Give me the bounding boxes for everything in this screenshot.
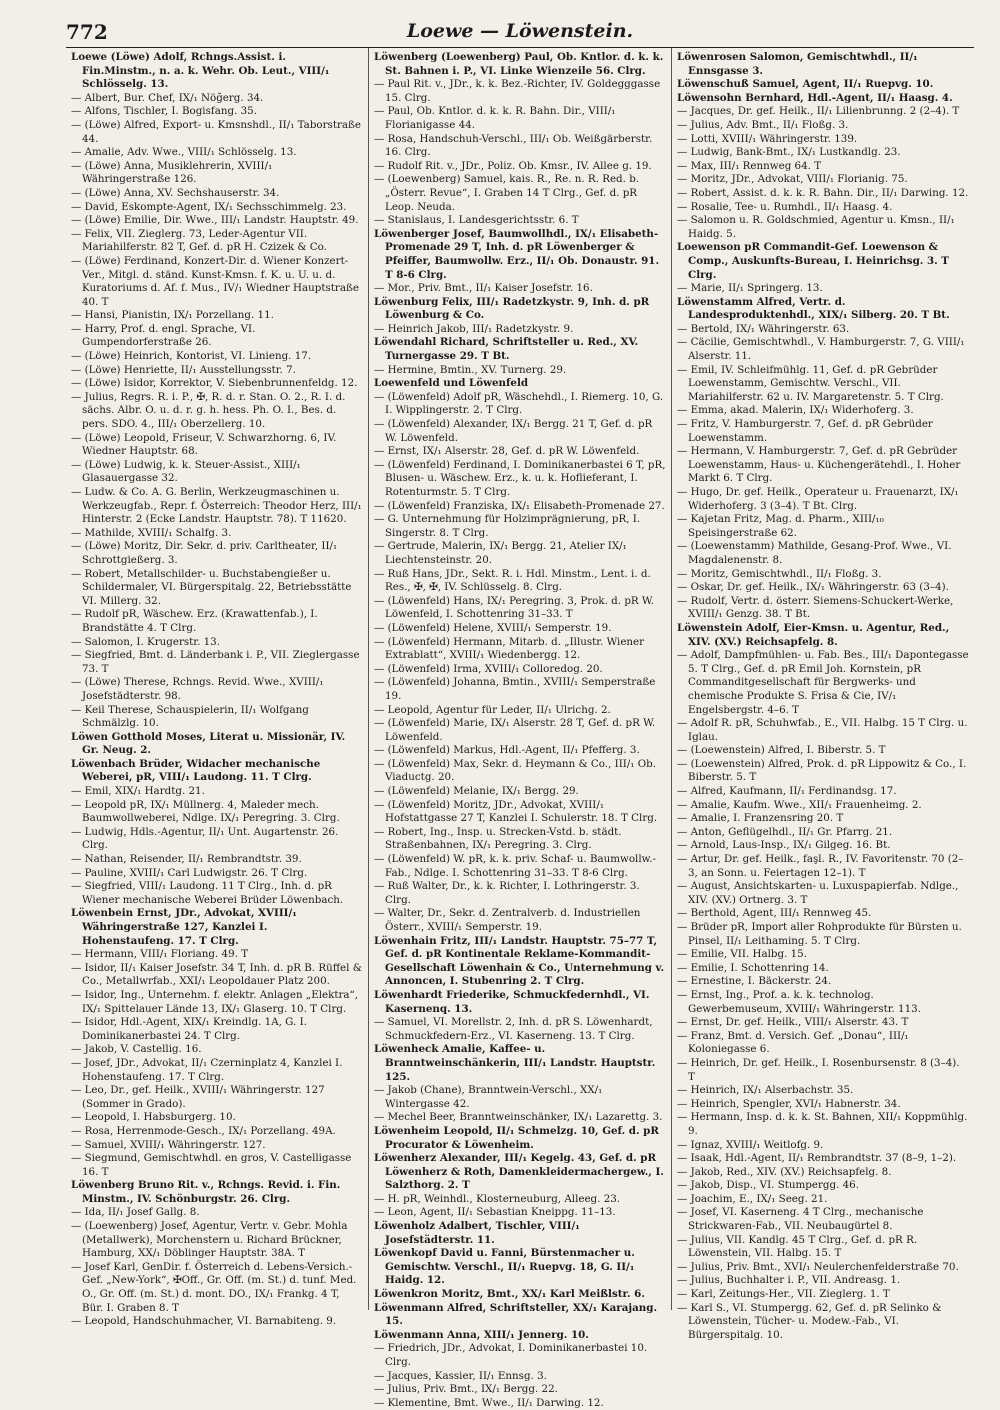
directory-entry: — Pauline, XVIII/₁ Carl Ludwigstr. 26. T Clrg. [71, 866, 308, 879]
directory-entry: — Emil, IV. Schleifmühlg. 11, Gef. d. pR Gebrüder Loewenstamm, Gemischtw. Verschl., VII. Mariahilferstr. 62 u. IV. Margaretenstr. 5. T Clrg. [677, 363, 944, 403]
directory-entry: — Adolf, Dampfmühlen- u. Fab. Bes., III/₁ Dapontegasse 5. T Clrg., Gef. d. pR Emil Joh. Kornstein, pR Commanditgesellschaft für Bergwerks- und chemische Produkte S. Frisa & Cie, IV/₁ Engelsbergstr. 4–6. T [677, 649, 969, 716]
directory-entry: — (Löwenfeld) Ferdinand, I. Dominikanerbastei 6 T, pR, Blusen- u. Wäschew. Erz., k. u. k. Hoflieferant, I. Rotenturmstr. 5. T Clrg. [374, 458, 666, 498]
directory-entry: Löwenkopf David u. Fanni, Bürstenmacher u. Gemischtw. Verschl., II/₁ Ruepvg. 18, G. II/₁ Haidg. 12. [374, 1247, 635, 1287]
columns-container [66, 48, 974, 1409]
directory-entry: — Julius, VII. Kandlg. 45 T Clrg., Gef. d. pR R. Löwenstein, VII. Halbg. 15. T [677, 1233, 918, 1260]
directory-entry: — Amalie, I. Franzensring 20. T [677, 812, 844, 825]
directory-entry: — (Löwenfeld) Marie, IX/₁ Alserstr. 28 T, Gef. d. pR W. Löwenfeld. [374, 717, 656, 743]
directory-entry: — Ludwig, Bank-Bmt., IX/₁ Lustkandlg. 23. [677, 146, 901, 159]
directory-entry: — Fritz, V. Hamburgerstr. 7, Gef. d. pR Gebrüder Loewenstamm. [677, 418, 933, 444]
directory-entry: — Leopold, I. Habsburgerg. 10. [71, 1111, 236, 1124]
directory-entry: — Josef, JDr., Advokat, II/₁ Czerninplatz 4, Kanzlei I. Hohenstaufeng. 17. T Clrg. [71, 1056, 343, 1083]
directory-entry: — Rosa, Handschuh-Verschl., III/₁ Ob. Weißgärberstr. 16. Clrg. [374, 132, 653, 159]
directory-entry: — Stanislaus, I. Landesgerichtsstr. 6. T [374, 214, 579, 227]
directory-entry: Löwenheim Leopold, II/₁ Schmelzg. 10, Gef. d. pR Procurator & Löwenheim. [374, 1124, 659, 1151]
directory-entry: — Rosa, Herrenmode-Gesch., IX/₁ Porzellang. 49A. [71, 1124, 336, 1137]
directory-entry: — Josef Karl, GenDir. f. Österreich d. Lebens-Versich.-Gef. „New-York“, ✠Off., Gr. Off. (m. St.) d. tunf. Med. O., Gr. Off. (m. St.) d. mont. DO., IX/₁ Frankg. 4 T, Bür. I. Graben 8. T [71, 1260, 357, 1314]
directory-entry: Löwenrosen Salomon, Gemischtwhdl., II/₁ Ennsgasse 3. [677, 51, 918, 77]
directory-entry: — Joachim, E., IX/₁ Seeg. 21. [677, 1192, 828, 1205]
directory-entry: — Karl, Zeitungs-Her., VII. Zieglerg. 1. T [677, 1288, 890, 1301]
column-2 [369, 48, 672, 1409]
directory-entry: — Julius, Regrs. R. i. P., ✠, R. d. r. Stan. O. 2., R. I. d. sächs. Albr. O. u. d. r. g. h. hess. Ph. O. I., Bes. d. pers. SDO. 4., III/₁ Oberzellerg. 10. [71, 390, 346, 431]
header-rule [66, 47, 974, 48]
directory-entry: — (Löwe) Alfred, Export- u. Kmsnshdl., II/₁ Taborstraße 44. [71, 118, 361, 145]
directory-entry: — Paul Rit. v., JDr., k. k. Bez.-Richter, IV. Goldegggasse 15. Clrg. [374, 78, 661, 104]
directory-entry: — Jacques, Kassier, II/₁ Ennsg. 3. [374, 1369, 547, 1382]
directory-entry: Löwenburg Felix, III/₁ Radetzkystr. 9, Inh. d. pR Löwenburg & Co. [374, 295, 650, 322]
directory-entry: — Ernst, Ing., Prof. a. k. k. technolog. Gewerbemuseum, XVIII/₁ Währingerstr. 113. [677, 988, 921, 1015]
directory-entry: — Oskar, Dr. gef. Heilk., IX/₁ Währingerstr. 63 (3–4). [677, 581, 949, 594]
directory-entry: — (Loewenstein) Alfred, I. Biberstr. 5. T [677, 744, 886, 757]
directory-entry: Löwenbein Ernst, JDr., Advokat, XVIII/₁ Währingerstraße 127, Kanzlei I. Hohenstaufeng. 17. T Clrg. [71, 907, 297, 947]
directory-entry: — (Löwenfeld) Moritz, JDr., Advokat, XVIII/₁ Hofstattgasse 27 T, Kanzlei I. Schulerstr. 18. T Clrg. [374, 798, 658, 825]
directory-entry: — Robert, Assist. d. k. k. R. Bahn. Dir., II/₁ Darwing. 12. [677, 186, 969, 199]
directory-entry: — August, Ansichtskarten- u. Luxuspapierfab. Ndlge., XIV. (XV.) Ortnerg. 3. T [677, 880, 959, 906]
column-1 [66, 48, 369, 1328]
directory-entry: — Mathilde, XVIII/₁ Schalfg. 3. [71, 526, 232, 539]
page-header [66, 14, 974, 48]
directory-entry: Löwenhain Fritz, III/₁ Landstr. Hauptstr. 75–77 T, Gef. d. pR Kontinentale Reklame-Kommandit-Gesellschaft Löwenhain & Co., Unternehmung v. Annoncen, I. Stubenring 2. T Clrg. [374, 934, 665, 988]
directory-entry: — (Löwenfeld) Alexander, IX/₁ Bergg. 21 T, Gef. d. pR W. Löwenfeld. [374, 418, 653, 444]
directory-entry: Löwenhardt Friederike, Schmuckfedernhdl., VI. Kasernenq. 13. [374, 988, 650, 1015]
directory-entry: Löwenkron Moritz, Bmt., XX/₁ Karl Meißlstr. 6. [374, 1288, 645, 1301]
directory-entry: — (Löwenfeld) Melanie, IX/₁ Bergg. 29. [374, 785, 579, 798]
directory-entry: — Jakob, Red., XIV. (XV.) Reichsapfelg. 8. [677, 1165, 892, 1178]
directory-entry: — Amalie, Adv. Wwe., VIII/₁ Schlösselg. 13. [71, 146, 297, 159]
directory-entry: — (Löwe) Ludwig, k. k. Steuer-Assist., XIII/₁ Glasauergasse 32. [71, 458, 301, 485]
directory-entry: Loewenson pR Commandit-Gef. Loewenson & Comp., Auskunfts-Bureau, I. Heinrichsg. 3. T Clrg. [677, 241, 949, 281]
directory-entry: — (Löwe) Therese, Rchngs. Revid. Wwe., XVIII/₁ Josefstädterstr. 98. [71, 676, 324, 702]
directory-entry: Löwenstamm Alfred, Vertr. d. Landesproduktenhdl., XIX/₁ Silberg. 20. T Bt. [677, 295, 950, 322]
directory-entry: — Harry, Prof. d. engl. Sprache, VI. Gumpendorferstraße 26. [71, 322, 256, 349]
directory-entry: Löwenherz Alexander, III/₁ Kegelg. 43, Gef. d. pR Löwenherz & Roth, Damenkleidermachergew., I. Salzthorg. 2. T [374, 1152, 664, 1192]
directory-entry: — Artur, Dr. gef. Heilk., faşl. R., IV. Favoritenstr. 70 (2–3, an Sonn. u. Feiertagen 12–1). T [677, 853, 964, 879]
directory-entry: — Hermann, V. Hamburgerstr. 7, Gef. d. pR Gebrüder Loewenstamm, Haus- u. Küchengerätehdl., I. Hoher Markt 6. T Clrg. [677, 445, 961, 485]
directory-entry: — Julius, Priv. Bmt., IX/₁ Bergg. 22. [374, 1383, 558, 1396]
directory-entry: — Siegfried, Bmt. d. Länderbank i. P., VII. Zieglergasse 73. T [71, 649, 360, 675]
directory-entry: — (Loewenberg) Samuel, kais. R., Re. n. R. Red. b. „Österr. Revue“, I. Graben 14 T Clrg., Gef. d. pR Leop. Neuda. [374, 173, 640, 213]
directory-entry: — Isidor, II/₁ Kaiser Josefstr. 34 T, Inh. d. pR B. Rüffel & Co., Metallwrfab., XXI/₁ Leopoldauer Platz 200. [71, 961, 362, 988]
column-3 [672, 48, 974, 1341]
directory-entry: — Hermann, Insp. d. k. k. St. Bahnen, XII/₁ Koppmühlg. 9. [677, 1111, 968, 1137]
directory-entry: — Rudolf pR, Wäschew. Erz. (Krawattenfab.), I. Brandstätte 4. T Clrg. [71, 608, 318, 634]
directory-entry: — Jakob, V. Castellig. 16. [71, 1043, 202, 1056]
directory-entry: — Josef, VI. Kaserneng. 4 T Clrg., mechanische Strickwaren-Fab., VII. Neubaugürtel 8. [677, 1206, 924, 1233]
directory-entry: — Jakob, Disp., VI. Stumpergg. 46. [677, 1179, 860, 1192]
directory-entry: — Emil, XIX/₁ Hardtg. 21. [71, 785, 205, 798]
directory-entry: Loewenfeld und Löwenfeld [374, 377, 529, 390]
directory-entry: Löwenberg Bruno Rit. v., Rchngs. Revid. i. Fin. Minstm., IV. Schönburgstr. 26. Clrg. [71, 1179, 341, 1205]
directory-entry: — Ernst, Dr. gef. Heilk., VIII/₁ Alserstr. 43. T [677, 1016, 909, 1029]
directory-entry: — H. pR, Weinhdl., Klosterneuburg, Alleeg. 23. [374, 1192, 621, 1205]
directory-entry: — Marie, II/₁ Springerg. 13. [677, 282, 823, 295]
directory-entry: — Emilie, VII. Halbg. 15. [677, 948, 808, 961]
directory-entry: — Leon, Agent, II/₁ Sebastian Kneippg. 11–13. [374, 1206, 616, 1219]
directory-entry: — Rosalie, Tee- u. Rumhdl., II/₁ Haasg. 4. [677, 200, 893, 213]
directory-entry: — (Loewenberg) Josef, Agentur, Vertr. v. Gebr. Mohla (Metallwerk), Morchenstern u. Richard Brückner, Hamburg, XX/₁ Döblinger Hauptstr. 38A. T [71, 1220, 348, 1260]
directory-entry: — Emma, akad. Malerin, IX/₁ Widerhoferg. 3. [677, 404, 914, 417]
directory-entry: — Siegfried, VIII/₁ Laudong. 11 T Clrg., Inh. d. pR Wiener mechanische Weberei Brüder Löwenbach. [71, 880, 344, 906]
directory-entry: — Julius, Adv. Bmt., II/₁ Floßg. 3. [677, 118, 849, 131]
directory-entry: — Lotti, XVIII/₁ Währingerstr. 139. [677, 132, 858, 145]
directory-entry: — Samuel, XVIII/₁ Währingerstr. 127. [71, 1138, 266, 1151]
directory-entry: — (Löwe) Anna, XV. Sechshauserstr. 34. [71, 186, 280, 199]
directory-entry: — Felix, VII. Zieglerg. 73, Leder-Agentur VII. Mariahilferstr. 82 T, Gef. d. pR H. Czizek & Co. [71, 227, 327, 254]
directory-entry: — Ludwig, Hdls.-Agentur, II/₁ Unt. Augartenstr. 26. Clrg. [71, 825, 339, 852]
directory-entry: — Friedrich, JDr., Advokat, I. Dominikanerbastei 10. Clrg. [374, 1342, 648, 1368]
directory-entry: — Ludw. & Co. A. G. Berlin, Werkzeugmaschinen u. Werkzeugfab., Repr. f. Österreich: Theodor Herz, III/₁ Hinterstr. 2 (Ecke Landstr. Hauptstr. 78). T 11620. [71, 486, 362, 526]
directory-entry: — Isidor, Hdl.-Agent, XIX/₁ Kreindlg. 1A, G. I. Dominikanerbastei 24. T Clrg. [71, 1016, 307, 1042]
directory-entry: — (Loewenstein) Alfred, Prok. d. pR Lippowitz & Co., I. Biberstr. 5. T [677, 757, 967, 784]
directory-entry: — Albert, Bur. Chef, IX/₁ Nöğerg. 34. [71, 91, 264, 104]
directory-entry: — (Löwe) Emilie, Dir. Wwe., III/₁ Landstr. Hauptstr. 49. [71, 214, 359, 227]
directory-entry: — Cäcilie, Gemischtwhdl., V. Hamburgerstr. 7, G. VIII/₁ Alserstr. 11. [677, 336, 965, 363]
directory-entry: — Robert, Ing., Insp. u. Strecken-Vstd. b. städt. Straßenbahnen, IX/₁ Peregring. 3. Clrg. [374, 825, 622, 852]
directory-entry: — G. Unternehmung für Holzimprägnierung, pR, I. Singerstr. 8. T Clrg. [374, 513, 641, 539]
directory-entry: Löwendahl Richard, Schriftsteller u. Red., XV. Turnergasse 29. T Bt. [374, 336, 639, 363]
directory-entry: — Karl S., VI. Stumpergg. 62, Gef. d. pR Selinko & Löwenstein, Tücher- u. Modew.-Fab., VI. Bürgerspitalg. 10. [677, 1301, 942, 1341]
directory-entry: — Julius, Buchhalter i. P., VII. Andreasg. 1. [677, 1274, 901, 1287]
directory-entry: Löwen Gotthold Moses, Literat u. Missionär, IV. Gr. Neug. 2. [71, 730, 346, 757]
directory-entry: — Brüder pR, Import aller Rohprodukte für Bürsten u. Pinsel, II/₁ Leithaming. 5. T Clrg. [677, 921, 962, 947]
directory-entry: — Ida, II/₁ Josef Gallg. 8. [71, 1206, 200, 1219]
directory-entry: — Hermine, Bmtin., XV. Turnerg. 29. [374, 363, 567, 376]
directory-entry: — Heinrich Jakob, III/₁ Radetzkystr. 9. [374, 322, 574, 335]
directory-entry: — Moritz, Gemischtwhdl., II/₁ Floßg. 3. [677, 567, 882, 580]
directory-entry: Löwenberg (Loewenberg) Paul, Ob. Kntlor. d. k. k. St. Bahnen i. P., VI. Linke Wienzeile 56. Clrg. [374, 51, 664, 77]
directory-entry: — Bertold, IX/₁ Währingerstr. 63. [677, 322, 850, 335]
directory-entry: — Rudolf Rit. v., JDr., Poliz. Ob. Kmsr., IV. Allee g. 19. [374, 159, 652, 172]
directory-entry: — Walter, Dr., Sekr. d. Zentralverb. d. Industriellen Österr., XVIII/₁ Semperstr. 19. [374, 907, 641, 933]
directory-entry: — Ignaz, XVIII/₁ Weitlofg. 9. [677, 1138, 824, 1151]
directory-entry: — Anton, Geflügelhdl., II/₁ Gr. Pfarrg. 21. [677, 825, 893, 838]
directory-entry: — Amalie, Kaufm. Wwe., XII/₁ Frauenheimg. 2. [677, 798, 922, 811]
directory-entry: — (Löwenfeld) Hermann, Mitarb. d. „Illustr. Wiener Extrablatt“, XVIII/₁ Wiedenbergg. 12. [374, 635, 645, 662]
directory-entry: — Leopold, Handschuhmacher, VI. Barnabiteng. 9. [71, 1315, 337, 1328]
directory-entry: — (Löwe) Leopold, Friseur, V. Schwarzhorng. 6, IV. Wiedner Hauptstr. 68. [71, 431, 337, 458]
directory-entry: — (Löwenfeld) Franziska, IX/₁ Elisabeth-Promenade 27. [374, 499, 665, 512]
directory-entry: — Kajetan Fritz, Mag. d. Pharm., XIII/₁₀ Speisingerstraße 62. [677, 513, 884, 539]
directory-entry: — Adolf R. pR, Schuhwfab., E., VII. Halbg. 15 T Clrg. u. Iglau. [677, 717, 968, 743]
directory-entry: — Arnold, Laus-Insp., IX/₁ Gilgeg. 16. Bt. [677, 839, 891, 852]
directory-entry: — (Löwenfeld) Markus, Hdl.-Agent, II/₁ Pfefferg. 3. [374, 744, 640, 757]
directory-entry: — Heinrich, IX/₁ Alserbachstr. 35. [677, 1084, 854, 1097]
directory-entry: — Siegmund, Gemischtwhdl. en gros, V. Castelligasse 16. T [71, 1152, 352, 1178]
directory-entry: — Max, III/₁ Rennweg 64. T [677, 159, 822, 172]
directory-entry: — Samuel, VI. Morellstr. 2, Inh. d. pR S. Löwenhardt, Schmuckfedern-Erz., VI. Kaserneng. 13. T Clrg. [374, 1016, 653, 1042]
directory-entry: — Keil Therese, Schauspielerin, II/₁ Wolfgang Schmälzlg. 10. [71, 703, 309, 730]
directory-entry: — Hugo, Dr. gef. Heilk., Operateur u. Frauenarzt, IX/₁ Widerhoferg. 3 (3–4). T Bt. Clrg. [677, 486, 959, 512]
directory-entry: — Mor., Priv. Bmt., II/₁ Kaiser Josefstr. 16. [374, 282, 593, 295]
directory-entry: — Nathan, Reisender, II/₁ Rembrandtstr. 39. [71, 853, 302, 866]
directory-entry: — Robert, Metallschilder- u. Buchstabengießer u. Schildermaler, VI. Bürgerspitalg. 22, Betriebsstätte VI. Millerg. 32. [71, 567, 352, 607]
directory-entry: Löwenberger Josef, Baumwollhdl., IX/₁ Elisabeth-Promenade 29 T, Inh. d. pR Löwenberger & Pfeiffer, Baumwollw. Erz., II/₁ Ob. Donaustr. 91. T 8-6 Clrg. [374, 227, 660, 281]
directory-entry: — Gertrude, Malerin, IX/₁ Bergg. 21, Atelier IX/₁ Liechtensteinstr. 20. [374, 540, 627, 566]
directory-entry: — Mechel Beer, Branntweinschänker, IX/₁ Lazarettg. 3. [374, 1111, 663, 1124]
running-title: Loewe — Löwenstein. [406, 20, 634, 42]
directory-entry: Löwenholz Adalbert, Tischler, VIII/₁ Josefstädterstr. 11. [374, 1220, 580, 1246]
directory-entry: — Paul, Ob. Kntlor. d. k. k. R. Bahn. Dir., VIII/₁ Florianigasse 44. [374, 105, 616, 131]
directory-entry: — David, Eskompte-Agent, IX/₁ Sechsschimmelg. 23. [71, 200, 347, 213]
directory-entry: — Jakob (Chane), Branntwein-Verschl., XX/₁ Wintergasse 42. [374, 1084, 603, 1110]
directory-entry: — Leopold, Agentur für Leder, II/₁ Ulrichg. 2. [374, 703, 611, 716]
directory-entry: — (Löwenfeld) W. pR, k. k. priv. Schaf- u. Baumwollw.-Fab., Ndlge. I. Schottenring 31–33. T 8-6 Clrg. [374, 853, 656, 879]
directory-entry: — (Löwenfeld) Johanna, Bmtin., XVIII/₁ Semperstraße 19. [374, 676, 656, 702]
directory-entry: — (Löwenfeld) Adolf pR, Wäschehdl., I. Riemerg. 10, G. I. Wipplingerstr. 2. T Clrg. [374, 390, 664, 417]
directory-entry: — Isaak, Hdl.-Agent, II/₁ Rembrandtstr. 37 (8–9, 1–2). [677, 1152, 957, 1165]
directory-entry: — (Löwenfeld) Hans, IX/₁ Peregring. 3, Prok. d. pR W. Löwenfeld, I. Schottenring 31–33. T [374, 594, 654, 621]
directory-entry: — Klementine, Bmt. Wwe., II/₁ Darwing. 12. [374, 1396, 604, 1409]
directory-entry: Löwenmann Alfred, Schriftsteller, XX/₁ Karajang. 15. [374, 1301, 658, 1328]
directory-entry: — Moritz, JDr., Advokat, VIII/₁ Florianig. 75. [677, 173, 908, 186]
directory-entry: — Leo, Dr., gef. Heilk., XVIII/₁ Währingerstr. 127 (Sommer in Grado). [71, 1084, 325, 1110]
directory-entry: — Ernestine, I. Bäckerstr. 24. [677, 975, 832, 988]
directory-entry: — (Loewenstamm) Mathilde, Gesang-Prof. Wwe., VI. Magdalenenstr. 8. [677, 540, 952, 566]
directory-entry: Löwenbach Brüder, Widacher mechanische Weberei, pR, VIII/₁ Laudong. 11. T Clrg. [71, 757, 321, 784]
directory-entry: — (Löwe) Ferdinand, Konzert-Dir. d. Wiener Konzert-Ver., Mitgl. d. ständ. Kunst-Kmsn. f. K. u. U. u. d. Kuratoriums d. Af. f. Mus., IV/₁ Wiedner Hauptstraße 40. T [71, 254, 359, 308]
directory-entry: — Alfred, Kaufmann, II/₁ Ferdinandsg. 17. [677, 785, 897, 798]
directory-entry: — Leopold pR, IX/₁ Müllnerg. 4, Maleder mech. Baumwollweberei, Ndlge. IX/₁ Peregring. 3. Clrg. [71, 798, 340, 825]
directory-entry: — Heinrich, Spengler, XVI/₁ Habnerstr. 34. [677, 1097, 901, 1110]
directory-entry: — Ernst, IX/₁ Alserstr. 28, Gef. d. pR W. Löwenfeld. [374, 445, 640, 458]
directory-entry: Löwensohn Bernhard, Hdl.-Agent, II/₁ Haasg. 4. [677, 91, 953, 104]
directory-entry: — (Löwe) Heinrich, Kontorist, VI. Linieng. 17. [71, 350, 312, 363]
directory-entry: — Isidor, Ing., Unternehm. f. elektr. Anlagen „Elektra“, IX/₁ Spittelauer Lände 13, IX/₁ Glaserg. 10. T Clrg. [71, 988, 359, 1015]
directory-entry: Löwenstein Adolf, Eier-Kmsn. u. Agentur, Red., XIV. (XV.) Reichsapfelg. 8. [677, 621, 950, 648]
directory-entry: — Hansi, Pianistin, IX/₁ Porzellang. 11. [71, 309, 274, 322]
directory-entry: — Berthold, Agent, III/₁ Rennweg 45. [677, 907, 872, 920]
page-number: 772 [66, 20, 108, 44]
directory-entry: — Hermann, VIII/₁ Floriang. 49. T [71, 948, 249, 961]
directory-entry: — (Löwenfeld) Max, Sekr. d. Heymann & Co., III/₁ Ob. Viaductg. 20. [374, 757, 657, 784]
directory-entry: — Salomon u. R. Goldschmied, Agentur u. Kmsn., II/₁ Haidg. 5. [677, 214, 955, 240]
directory-entry: — (Löwenfeld) Irma, XVIII/₁ Colloredog. 20. [374, 662, 603, 675]
directory-entry: — Jacques, Dr. gef. Heilk., II/₁ Lilienbrunng. 2 (2–4). T [677, 105, 960, 118]
directory-entry: — (Löwenfeld) Helene, XVIII/₁ Semperstr. 19. [374, 621, 612, 634]
directory-entry: Löwenheck Amalie, Kaffee- u. Branntweinschänkerin, III/₁ Landstr. Hauptstr. 125. [374, 1043, 656, 1083]
directory-entry: — (Löwe) Moritz, Dir. Sekr. d. priv. Carltheater, II/₁ Schrottgießerg. 3. [71, 540, 338, 566]
directory-entry: — (Löwe) Isidor, Korrektor, V. Siebenbrunnenfeldg. 12. [71, 377, 358, 390]
directory-entry: — Julius, Priv. Bmt., XVI/₁ Neulerchenfelderstraße 70. [677, 1260, 959, 1273]
directory-entry: — Heinrich, Dr. gef. Heilk., I. Rosenbursenstr. 8 (3–4). T [677, 1056, 960, 1083]
directory-entry: — Rudolf, Vertr. d. österr. Siemens-Schuckert-Werke, XVIII/₁ Genzg. 38. T Bt. [677, 594, 954, 621]
directory-entry: Loewe (Löwe) Adolf, Rchngs.Assist. i. Fin.Minstm., n. a. k. Wehr. Ob. Leut., VIII/₁ Schlösselg. 13. [71, 51, 330, 91]
directory-entry: — Emilie, I. Schottenring 14. [677, 961, 829, 974]
directory-entry: — Ruß Walter, Dr., k. k. Richter, I. Lothringerstr. 3. Clrg. [374, 880, 640, 906]
directory-entry: Löwenschuß Samuel, Agent, II/₁ Ruepvg. 10. [677, 78, 934, 91]
directory-entry: — Ruß Hans, JDr., Sekt. R. i. Hdl. Minstm., Lent. i. d. Res., ✠, ✠, IV. Schlüsselg. 8. Clrg. [374, 567, 651, 594]
directory-entry: — (Löwe) Henriette, II/₁ Ausstellungsstr. 7. [71, 363, 296, 376]
directory-entry: Löwenmann Anna, XIII/₁ Jennerg. 10. [374, 1328, 589, 1341]
directory-entry: — Salomon, I. Krugerstr. 13. [71, 635, 220, 648]
directory-entry: — Franz, Bmt. d. Versich. Gef. „Donau“, III/₁ Koloniegasse 6. [677, 1029, 909, 1056]
directory-entry: — Alfons, Tischler, I. Bogisfang. 35. [71, 105, 257, 118]
directory-entry: — (Löwe) Anna, Musiklehrerin, XVIII/₁ Währingerstraße 126. [71, 159, 273, 186]
